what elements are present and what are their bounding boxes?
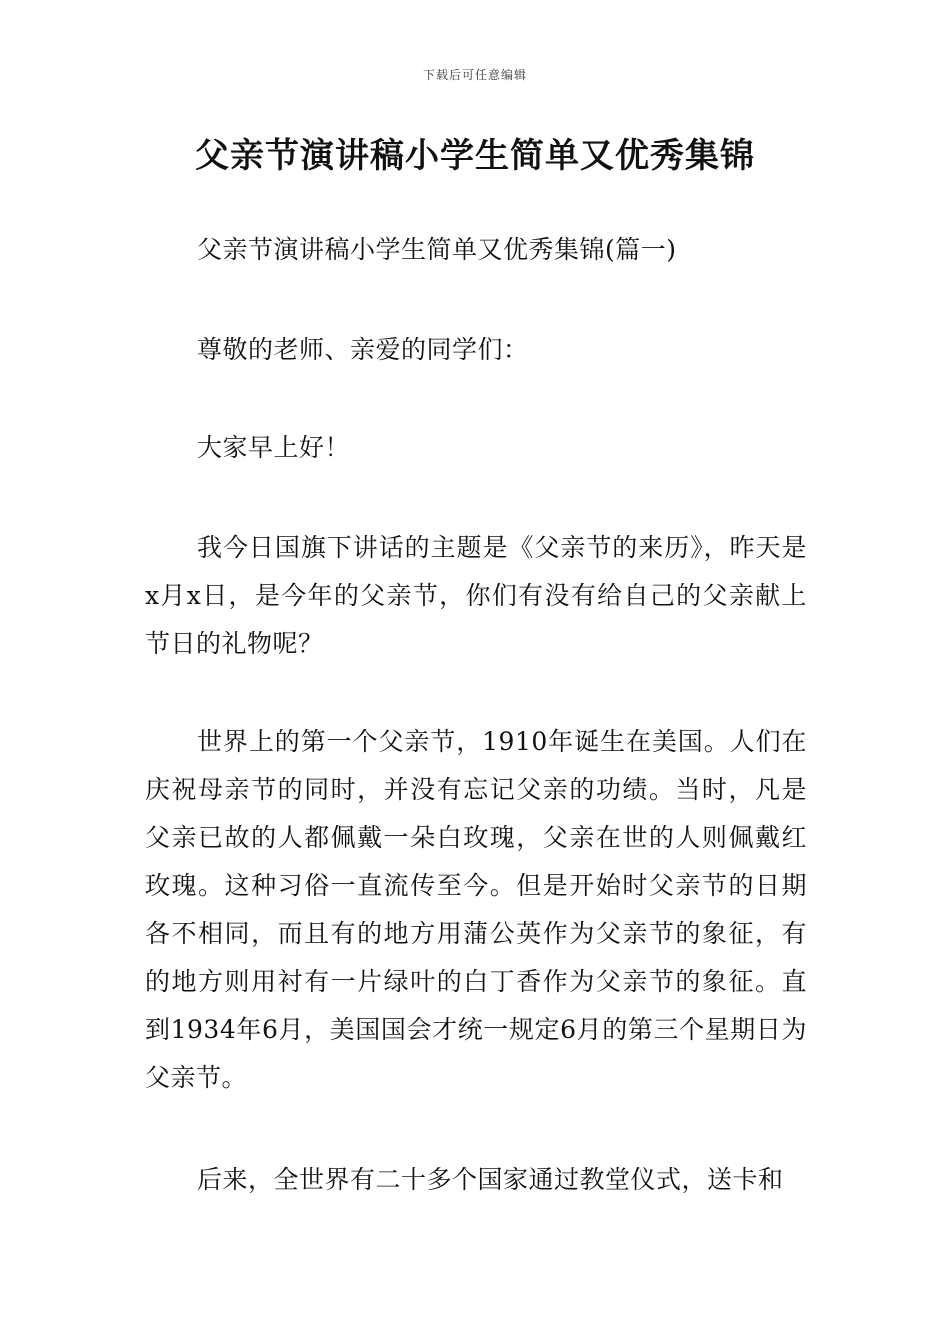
header-note: 下载后可任意编辑 bbox=[422, 68, 527, 82]
body-paragraph: 后来，全世界有二十多个国家通过教堂仪式，送卡和 bbox=[197, 1165, 784, 1194]
body-paragraph: 我今日国旗下讲话的主题是《父亲节的来历》，昨天是x月x日，是今年的父亲节，你们有没有给自己的父亲献上节日的礼物呢？ bbox=[145, 533, 807, 658]
greeting: 大家早上好！ bbox=[197, 433, 351, 462]
section-heading: 父亲节演讲稿小学生简单又优秀集锦(篇一) bbox=[197, 235, 677, 264]
body-paragraph: 世界上的第一个父亲节，1910年诞生在美国。人们在庆祝母亲节的同时，并没有忘记父亲的功绩。当时，凡是父亲已故的人都佩戴一朵白玫瑰，父亲在世的人则佩戴红玫瑰。这种习俗一直流传至今。但是开始时父亲节的日期各不相同，而且有的地方用蒲公英作为父亲节的象征，有的地方则用衬有一片绿叶的白丁香作为父亲节的象征。直到1934年6月，美国国会才统一规定6月的第三个星期日为父亲节。 bbox=[145, 727, 807, 1092]
document-title: 父亲节演讲稿小学生简单又优秀集锦 bbox=[195, 136, 755, 176]
salutation: 尊敬的老师、亲爱的同学们： bbox=[197, 335, 529, 364]
